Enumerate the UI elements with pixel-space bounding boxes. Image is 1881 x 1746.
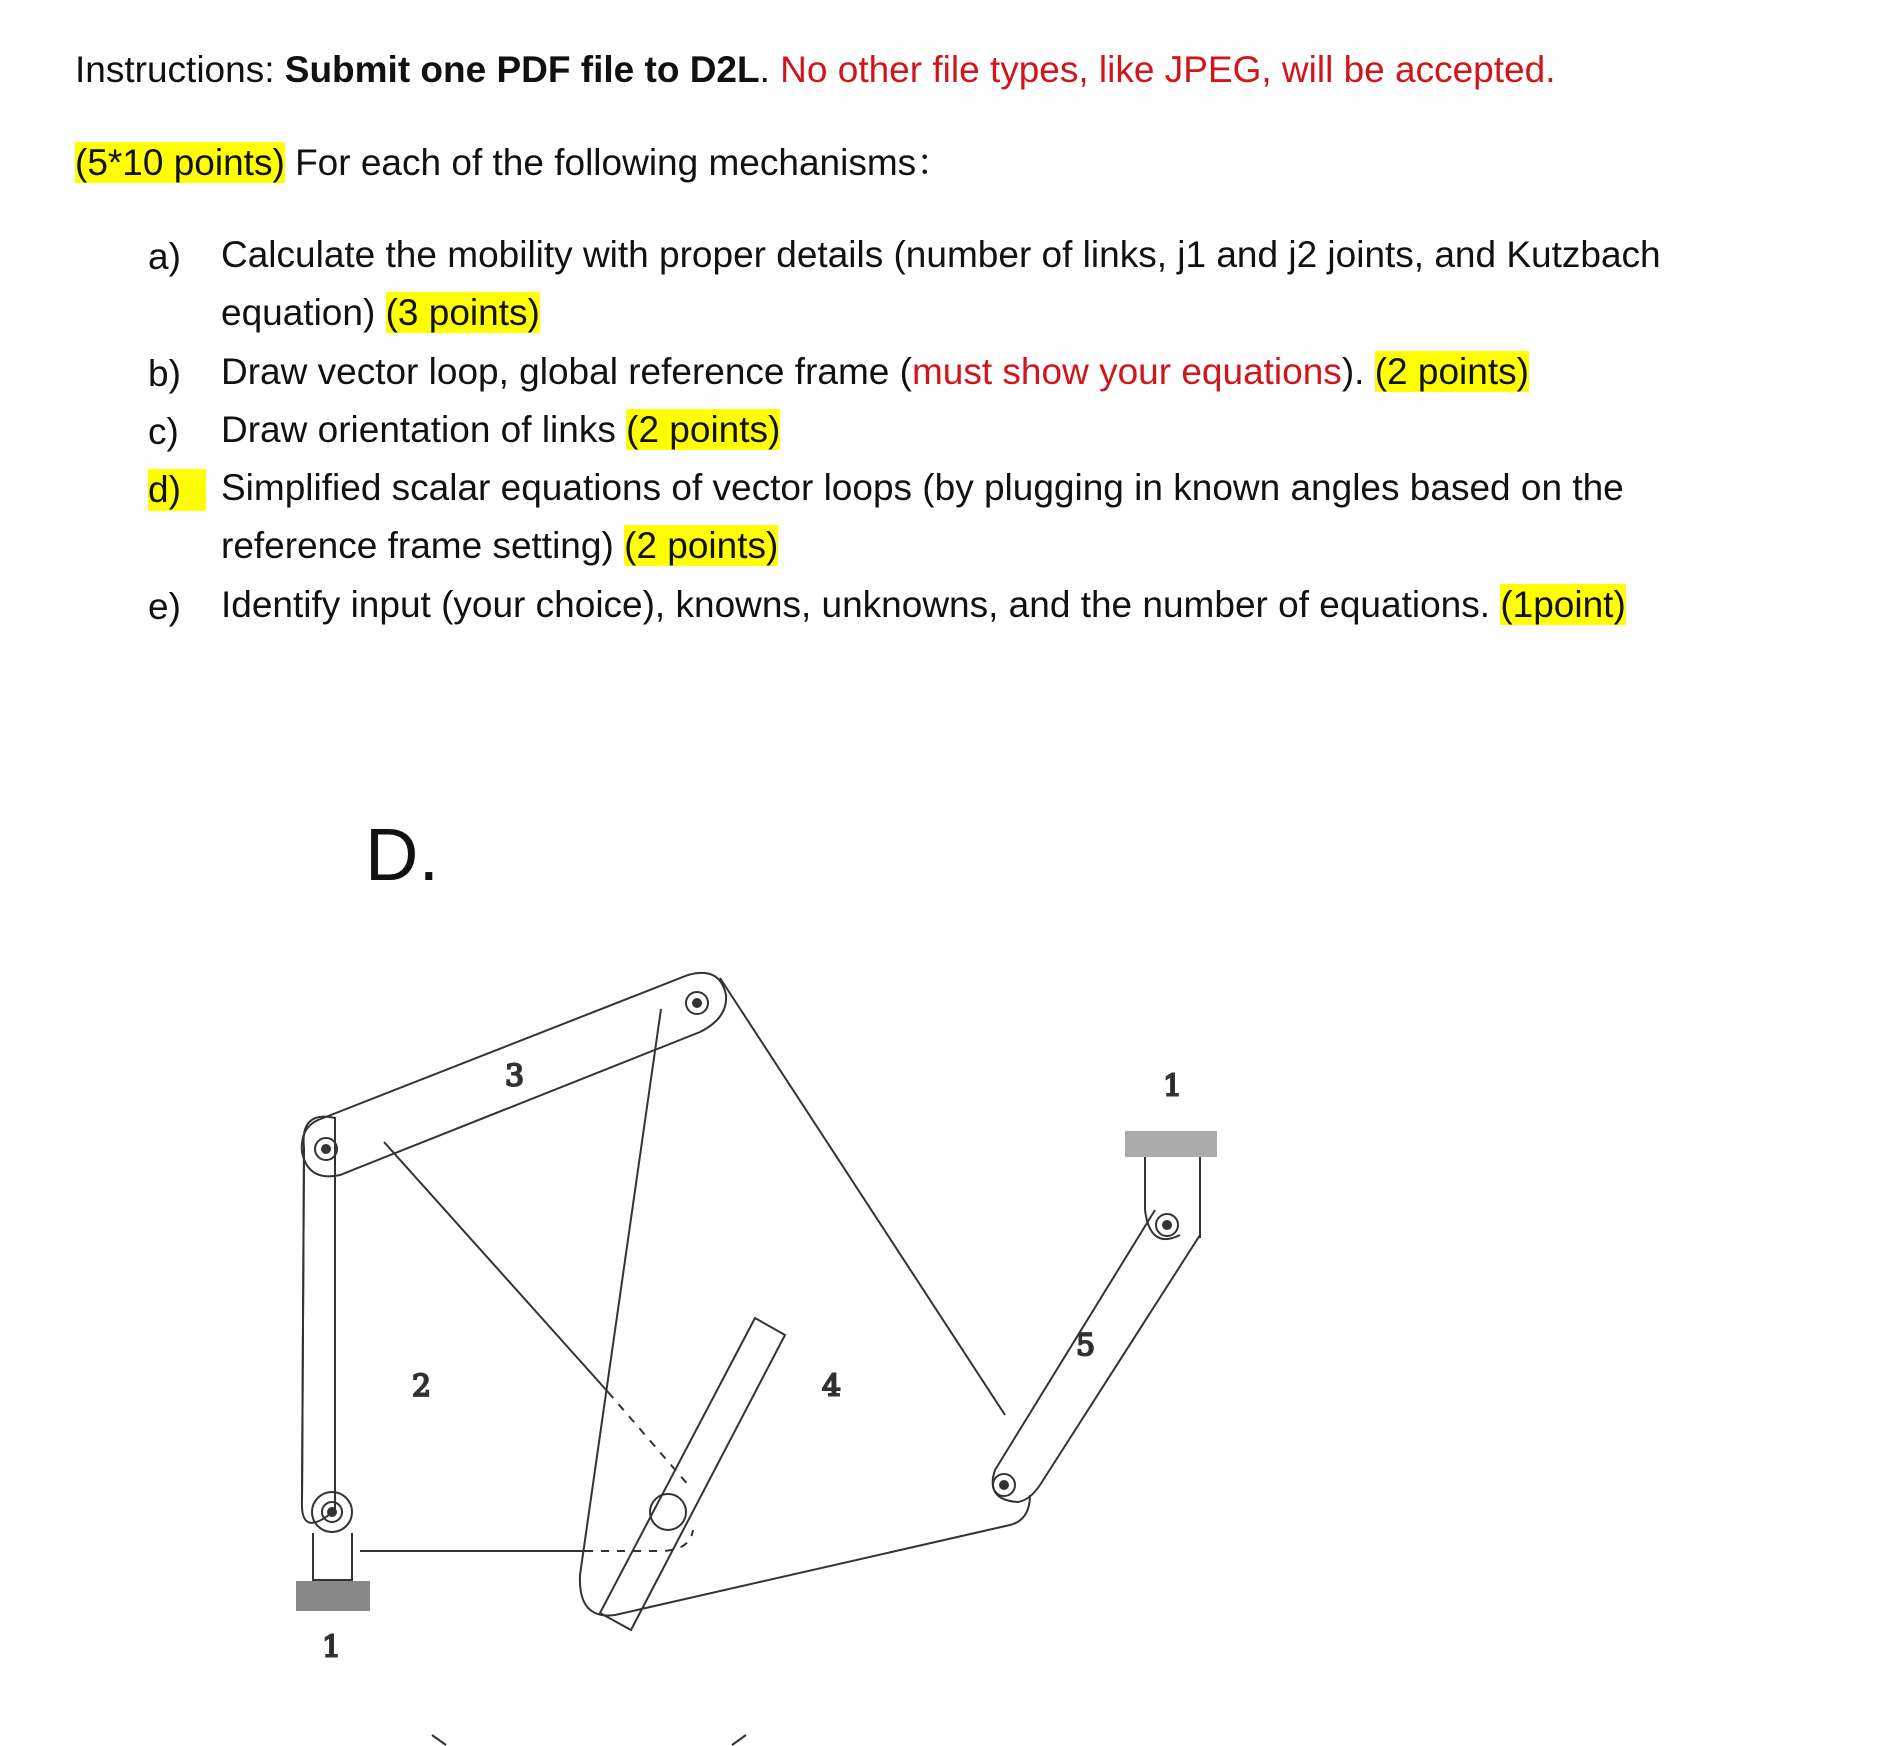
figure-title: D. — [365, 813, 439, 896]
label-link-3: 3 — [505, 1059, 525, 1094]
instructions-label: Instructions: — [75, 49, 285, 90]
bottom-marks — [432, 1735, 746, 1745]
item-b-after: ). — [1341, 351, 1375, 392]
label-link-2: 2 — [412, 1369, 432, 1404]
item-d-letter: d) — [148, 469, 206, 511]
prompt-text: For each of the following mechanisms： — [284, 142, 954, 183]
label-ground-right: 1 — [1163, 1069, 1183, 1104]
item-a-body: Calculate the mobility with proper details (number of links, j1 and j2 joints, and Kutzbach equation) — [221, 234, 1661, 333]
item-e-letter: e) — [148, 586, 181, 627]
item-c-body: Draw orientation of links — [221, 409, 627, 450]
item-b-red: must show your equations — [911, 351, 1342, 392]
label-ground-left: 1 — [322, 1630, 342, 1665]
item-a-points: (3 points) — [385, 292, 540, 333]
ground-left — [296, 1492, 370, 1611]
item-b-body: Draw vector loop, global reference frame ( — [221, 351, 912, 392]
label-link-5: 5 — [1076, 1328, 1096, 1363]
item-e-points: (1point) — [1500, 584, 1626, 625]
instructions-bold: Submit one PDF file to D2L — [284, 49, 760, 90]
item-d-points: (2 points) — [624, 525, 779, 566]
item-e-body: Identify input (your choice), knowns, unknowns, and the number of equations. — [221, 584, 1501, 625]
item-c-letter: c) — [148, 411, 179, 452]
item-d-body: Simplified scalar equations of vector loops (by plugging in known angles based on the reference frame setting) — [221, 467, 1624, 566]
label-link-4: 4 — [822, 1369, 842, 1404]
link-2 — [302, 1117, 693, 1551]
instructions-warning: No other file types, like JPEG, will be accepted. — [780, 49, 1556, 90]
item-c-points: (2 points) — [626, 409, 781, 450]
prompt-points: (5*10 points) — [75, 142, 285, 183]
item-a-letter: a) — [148, 236, 181, 277]
item-b-points: (2 points) — [1374, 351, 1529, 392]
item-b-letter: b) — [148, 353, 181, 394]
link-4 — [384, 978, 1030, 1616]
link-5 — [993, 1210, 1200, 1502]
instructions-period: . — [759, 49, 781, 90]
